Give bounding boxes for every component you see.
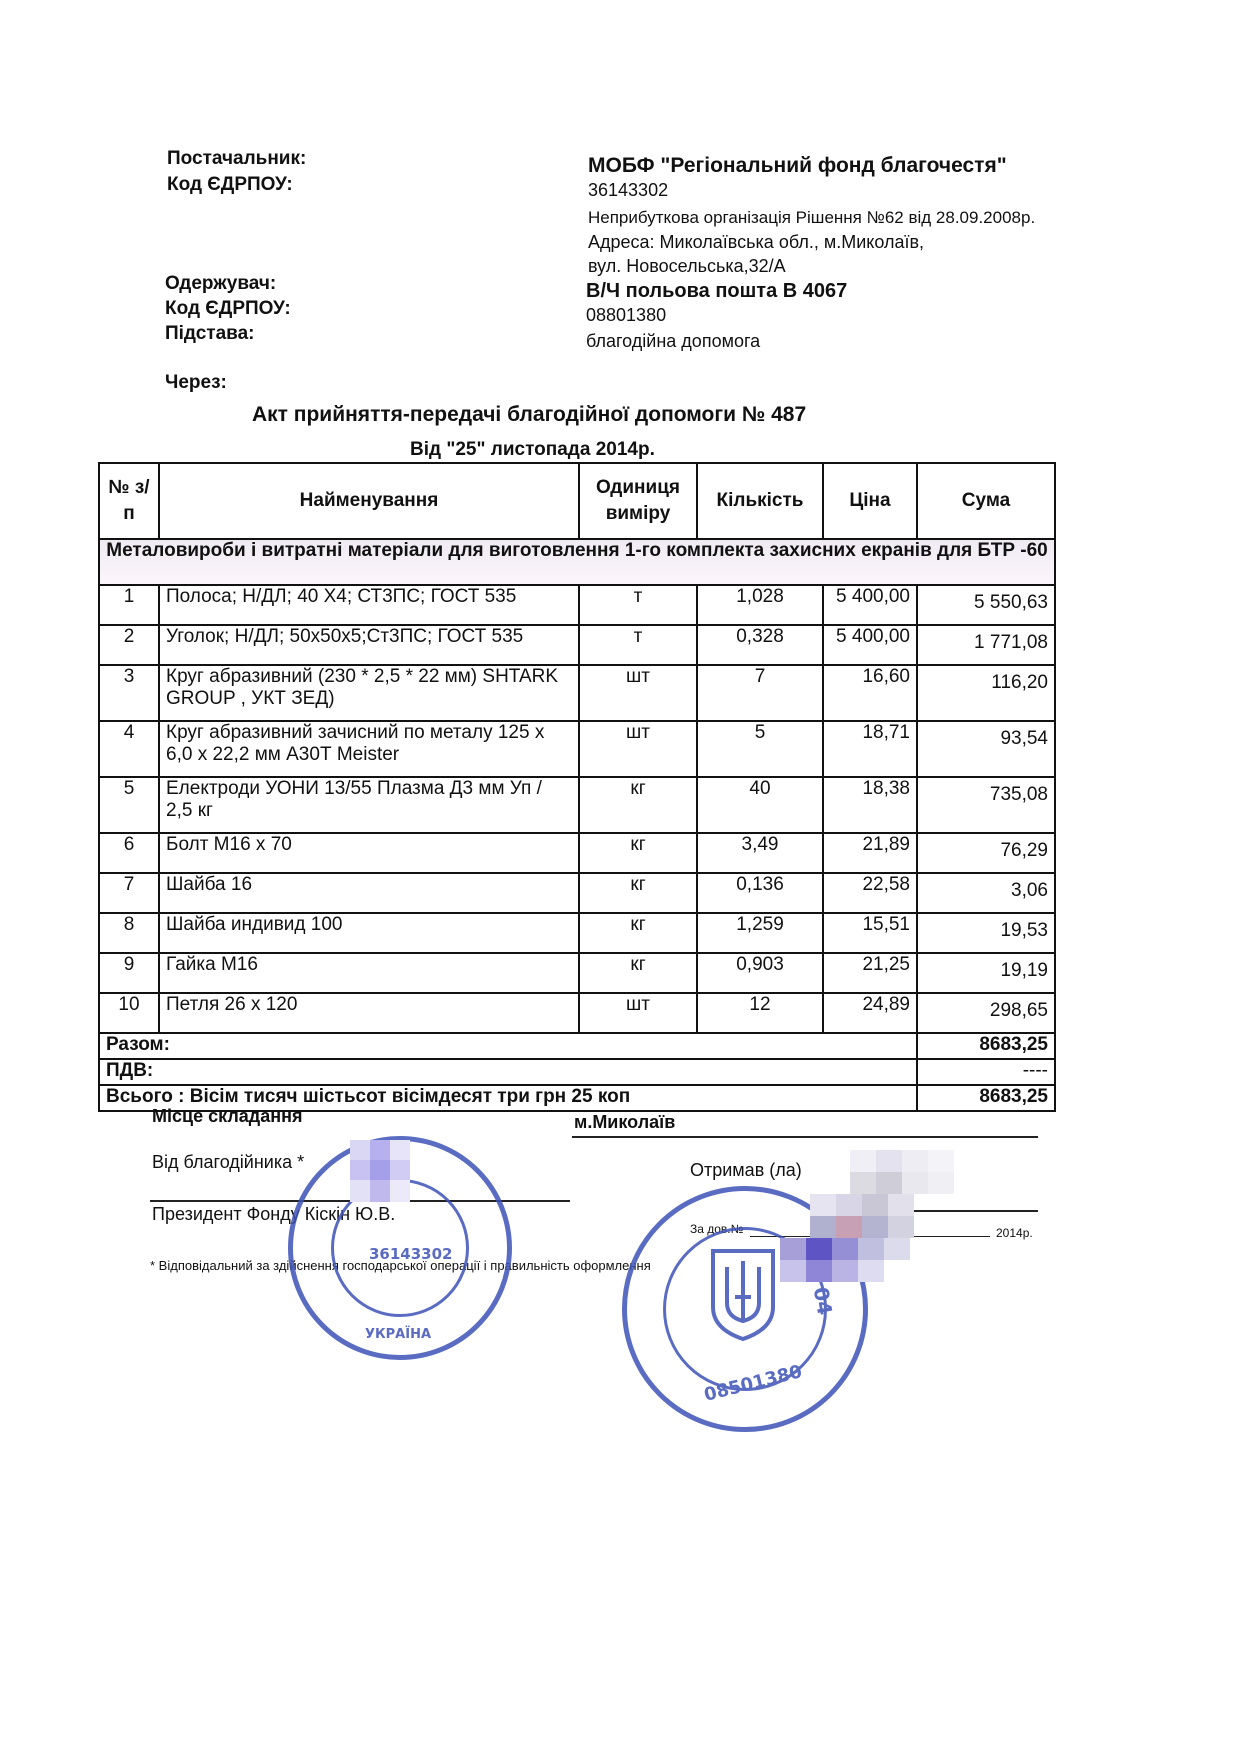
recipient-name: В/Ч польова пошта В 4067: [586, 280, 848, 302]
table-row: [99, 913, 1055, 953]
row-name: Електроди УОНИ 13/55 Плазма Д3 мм Уп / 2,5 кг: [159, 777, 579, 833]
right-seal-fragment: 04: [808, 1285, 838, 1317]
via-label: Через:: [165, 372, 227, 393]
row-unit: т: [579, 585, 697, 625]
row-unit: кг: [579, 777, 697, 833]
row-unit: кг: [579, 953, 697, 993]
left-seal-code: 36143302: [369, 1245, 453, 1263]
row-price: 5 400,00: [823, 625, 917, 665]
row-num: 4: [99, 721, 159, 777]
row-num: 3: [99, 665, 159, 721]
row-unit: шт: [579, 721, 697, 777]
header-qty: Кількість: [697, 463, 823, 539]
supplier-name: МОБФ "Регіональний фонд благочестя": [588, 154, 1007, 177]
row-sum: 1 771,08: [917, 625, 1055, 665]
table-row: [99, 585, 1055, 625]
group-row: [99, 539, 1055, 585]
row-name: Гайка М16: [159, 953, 579, 993]
table-row: [99, 833, 1055, 873]
row-sum: 19,19: [917, 953, 1055, 993]
row-sum: 3,06: [917, 873, 1055, 913]
table-row: [99, 665, 1055, 721]
place-label: Місце складання: [152, 1106, 303, 1126]
table-row: [99, 625, 1055, 665]
place-value: м.Миколаїв: [574, 1112, 676, 1132]
row-qty: 5: [697, 721, 823, 777]
row-name: Уголок; Н/ДЛ; 50х50х5;Ст3ПС; ГОСТ 535: [159, 625, 579, 665]
row-num: 2: [99, 625, 159, 665]
row-num: 5: [99, 777, 159, 833]
row-num: 1: [99, 585, 159, 625]
row-price: 5 400,00: [823, 585, 917, 625]
row-price: 21,25: [823, 953, 917, 993]
header-sum: Сума: [917, 463, 1055, 539]
row-price: 21,89: [823, 833, 917, 873]
row-name: Круг абразивний (230 * 2,5 * 22 мм) SHTARK GROUP , УКТ ЗЕД): [159, 665, 579, 721]
header-unit: Одиниця виміру: [579, 463, 697, 539]
president-name: Президент Фонду Кіскін Ю.В.: [152, 1204, 396, 1224]
table-row: [99, 993, 1055, 1033]
row-name: Круг абразивний зачисний по металу 125 х 6,0 х 22,2 мм А30Т Meister: [159, 721, 579, 777]
row-unit: шт: [579, 665, 697, 721]
row-price: 15,51: [823, 913, 917, 953]
items-table: [98, 462, 1056, 1112]
left-seal-country: УКРАЇНА: [365, 1327, 432, 1342]
row-qty: 0,328: [697, 625, 823, 665]
act-date: Від "25" листопада 2014р.: [410, 439, 655, 460]
row-price: 22,58: [823, 873, 917, 913]
row-sum: 116,20: [917, 665, 1055, 721]
row-sum: 93,54: [917, 721, 1055, 777]
supplier-label: Постачальник:: [167, 148, 307, 169]
row-num: 7: [99, 873, 159, 913]
act-title: Акт прийняття-передачі благодійної допомоги № 487: [252, 403, 807, 426]
row-qty: 0,903: [697, 953, 823, 993]
footnote: * Відповідальний за здійснення господарської операції і правильність оформлення: [150, 1258, 651, 1273]
recipient-code: 08801380: [586, 305, 667, 325]
row-price: 16,60: [823, 665, 917, 721]
row-name: Шайба 16: [159, 873, 579, 913]
supplier-code: 36143302: [588, 180, 669, 200]
received-by-label: Отримав (ла): [690, 1160, 802, 1180]
table-row: [99, 777, 1055, 833]
row-qty: 7: [697, 665, 823, 721]
header-name: Найменування: [159, 463, 579, 539]
row-unit: кг: [579, 873, 697, 913]
subtotal-row: [99, 1033, 1055, 1059]
basis-value: благодійна допомога: [586, 331, 761, 351]
supplier-address-line2: вул. Новосельська,32/А: [588, 256, 786, 276]
supplier-edrpou-label: Код ЄДРПОУ:: [167, 174, 293, 195]
total-value: 8683,25: [917, 1085, 1055, 1111]
table-row: [99, 953, 1055, 993]
redacted-signature-left: [350, 1140, 410, 1202]
row-num: 10: [99, 993, 159, 1033]
row-qty: 40: [697, 777, 823, 833]
row-sum: 298,65: [917, 993, 1055, 1033]
redacted-signature-right: [780, 1150, 980, 1282]
row-price: 18,71: [823, 721, 917, 777]
row-unit: кг: [579, 833, 697, 873]
row-qty: 0,136: [697, 873, 823, 913]
row-name: Шайба индивид 100: [159, 913, 579, 953]
row-sum: 19,53: [917, 913, 1055, 953]
row-name: Петля 26 х 120: [159, 993, 579, 1033]
row-sum: 735,08: [917, 777, 1055, 833]
row-sum: 76,29: [917, 833, 1055, 873]
recipient-edrpou-label: Код ЄДРПОУ:: [165, 298, 291, 319]
subtotal-value: 8683,25: [917, 1033, 1055, 1059]
trident-emblem-icon: [707, 1247, 779, 1343]
from-donor-label: Від благодійника *: [152, 1152, 305, 1172]
vat-label: ПДВ:: [99, 1059, 917, 1085]
row-unit: кг: [579, 913, 697, 953]
supplier-note: Неприбуткова організація Рішення №62 від 28.09.2008р.: [588, 208, 1036, 227]
row-unit: т: [579, 625, 697, 665]
row-price: 24,89: [823, 993, 917, 1033]
table-row: [99, 721, 1055, 777]
recipient-label: Одержувач:: [165, 273, 277, 294]
supplier-address-line1: Адреса: Миколаївська обл., м.Миколаїв,: [588, 232, 925, 252]
row-name: Болт М16 х 70: [159, 833, 579, 873]
row-name: Полоса; Н/ДЛ; 40 Х4; СТ3ПС; ГОСТ 535: [159, 585, 579, 625]
table-row: [99, 873, 1055, 913]
row-price: 18,38: [823, 777, 917, 833]
row-qty: 1,028: [697, 585, 823, 625]
right-seal-code: 08501380: [701, 1361, 805, 1406]
row-qty: 12: [697, 993, 823, 1033]
row-num: 8: [99, 913, 159, 953]
row-sum: 5 550,63: [917, 585, 1055, 625]
place-underline: [572, 1136, 1038, 1138]
row-qty: 1,259: [697, 913, 823, 953]
vat-row: [99, 1059, 1055, 1085]
table-header-row: [99, 463, 1055, 539]
year-suffix: 2014р.: [996, 1226, 1033, 1240]
row-unit: шт: [579, 993, 697, 1033]
power-of-attorney-label: За дов.№: [690, 1222, 744, 1236]
group-title: Металовироби і витратні матеріали для виготовлення 1-го комплекта захисних екранів для БТР -60: [99, 539, 1055, 585]
row-num: 6: [99, 833, 159, 873]
row-qty: 3,49: [697, 833, 823, 873]
header-price: Ціна: [823, 463, 917, 539]
header-num: № з/п: [99, 463, 159, 539]
row-num: 9: [99, 953, 159, 993]
total-label: Всього : Вісім тисяч шістьсот вісімдесят три грн 25 коп: [99, 1085, 917, 1111]
subtotal-label: Разом:: [99, 1033, 917, 1059]
basis-label: Підстава:: [165, 323, 255, 344]
vat-value: ----: [917, 1059, 1055, 1085]
